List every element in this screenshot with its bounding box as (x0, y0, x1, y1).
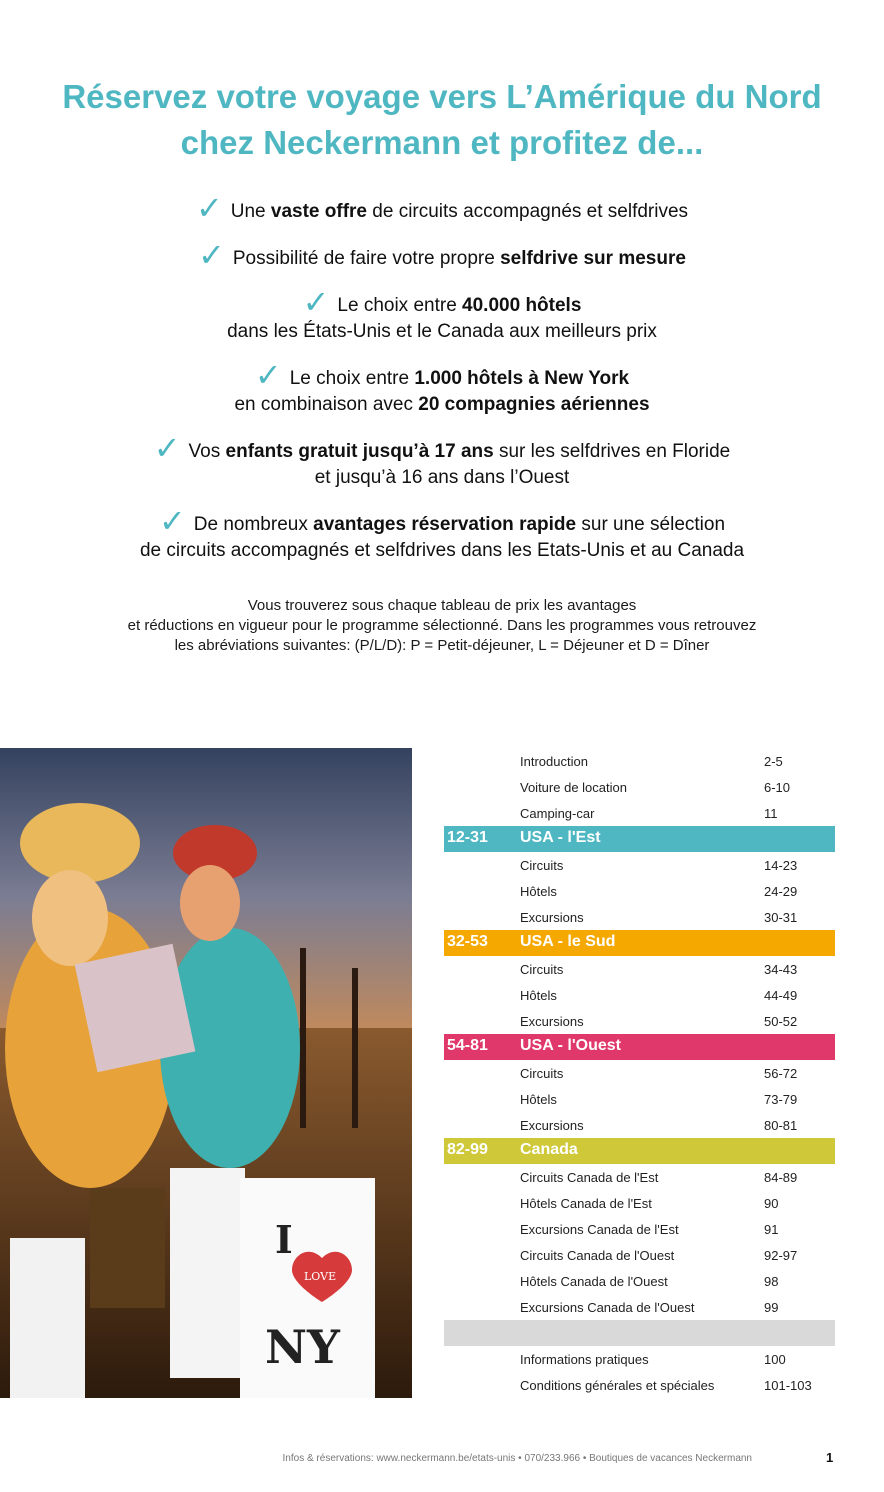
toc-label: Informations pratiques (520, 1352, 649, 1367)
benefit-text: sur une sélection (576, 514, 726, 535)
toc-section-header (444, 930, 835, 956)
toc-row (444, 1294, 835, 1320)
bag-word-ny: NY (265, 1320, 340, 1374)
toc-row (444, 1216, 835, 1242)
bag-letter-i: I (275, 1217, 293, 1262)
toc-section-label: Canada (520, 1141, 578, 1158)
toc-label: Excursions Canada de l'Ouest (520, 1300, 695, 1315)
benefit-highlight: 40.000 hôtels (462, 295, 582, 316)
white-bag-middle (170, 1168, 245, 1378)
toc-pages: 34-43 (764, 962, 798, 977)
toc-row (444, 748, 835, 774)
white-bag-left (10, 1238, 85, 1398)
toc-row (444, 1346, 835, 1372)
toc-label: Hôtels Canada de l'Ouest (520, 1274, 668, 1289)
toc-label: Introduction (520, 754, 588, 769)
toc-row (444, 956, 835, 982)
toc-pages: 92-97 (764, 1248, 798, 1263)
toc-label: Excursions (520, 1014, 584, 1029)
toc-row (444, 1086, 835, 1112)
benefit-text: Le choix entre (289, 368, 415, 389)
benefit-highlight: 1.000 hôtels à New York (414, 368, 630, 389)
toc-label: Voiture de location (520, 780, 627, 795)
bag-word-love: LOVE (304, 1270, 337, 1283)
toc-label: Hôtels Canada de l'Est (520, 1196, 652, 1211)
note-line-2: et réductions en vigueur pour le programme sélectionné. Dans les programmes vous retrouvez (127, 617, 757, 634)
toc-row (444, 1268, 835, 1294)
photo-illustration (0, 748, 412, 1398)
toc-pages: 91 (764, 1222, 779, 1237)
benefit-text: et jusqu’à 16 ans dans l’Ouest (314, 467, 570, 488)
toc-section-range: 54-81 (447, 1037, 488, 1054)
toc-label: Circuits Canada de l'Ouest (520, 1248, 675, 1263)
benefit-text: sur les selfdrives en Floride (493, 441, 731, 462)
benefit-text: de circuits accompagnés et selfdrives dans les Etats-Unis et au Canada (139, 540, 745, 561)
toc-row (444, 774, 835, 800)
toc-pages: 99 (764, 1300, 779, 1315)
toc-section-range: 12-31 (447, 829, 488, 846)
toc-row (444, 1008, 835, 1034)
toc-pages: 100 (764, 1352, 786, 1367)
toc-row (444, 852, 835, 878)
benefit-line (0, 503, 884, 539)
benefit-line (0, 190, 884, 226)
toc-label: Circuits (520, 1066, 564, 1081)
check-icon: ✓ (158, 503, 186, 539)
title-line-2: chez Neckermann et profitez de... (180, 124, 704, 161)
toc-pages: 101-103 (764, 1378, 812, 1393)
toc-label: Camping-car (520, 806, 595, 821)
toc-row (444, 904, 835, 930)
toc-section-label: USA - l'Est (520, 829, 601, 846)
toc-pages: 30-31 (764, 910, 798, 925)
toc-pages: 11 (764, 806, 778, 821)
toc-label: Hôtels (520, 884, 557, 899)
benefit-text: Possibilité de faire votre propre (232, 248, 501, 269)
benefit-text: dans les États-Unis et le Canada aux meilleurs prix (227, 321, 657, 342)
check-icon: ✓ (195, 190, 223, 226)
toc-row (444, 800, 835, 826)
lamp-post-1 (300, 948, 306, 1128)
toc-row (444, 1190, 835, 1216)
benefit-item (0, 430, 884, 491)
woman-left-hat (20, 803, 140, 883)
brown-handbag (90, 1188, 165, 1308)
toc-label: Circuits (520, 858, 564, 873)
benefit-highlight: selfdrive sur mesure (500, 248, 686, 269)
check-icon: ✓ (302, 284, 330, 320)
benefit-text: De nombreux (193, 514, 314, 535)
benefit-line (0, 284, 884, 320)
benefit-highlight: 20 compagnies aériennes (418, 394, 650, 415)
toc-label: Hôtels (520, 988, 557, 1003)
woman-right-face (180, 865, 240, 941)
toc-row (444, 878, 835, 904)
table-of-contents (444, 748, 835, 1398)
benefit-text: Le choix entre (337, 295, 463, 316)
benefit-text: de circuits accompagnés et selfdrives (367, 201, 689, 222)
benefit-item (0, 284, 884, 345)
page-title (0, 74, 884, 166)
note-line-3: les abréviations suivantes: (P/L/D): P = Petit-déjeuner, L = Déjeuner et D = Dîner (174, 637, 710, 654)
toc-row (444, 982, 835, 1008)
benefit-text: en combinaison avec (234, 394, 419, 415)
benefit-item (0, 237, 884, 273)
toc-section-range: 32-53 (447, 933, 488, 950)
shopping-photo (0, 748, 412, 1398)
benefit-line (0, 237, 884, 273)
toc-pages: 73-79 (764, 1092, 798, 1107)
toc-row (444, 1242, 835, 1268)
lamp-post-2 (352, 968, 358, 1128)
toc-section-label: USA - l'Ouest (520, 1037, 621, 1054)
toc-section-header (444, 826, 835, 852)
toc-label: Excursions (520, 910, 584, 925)
toc-pages: 50-52 (764, 1014, 798, 1029)
price-note (0, 596, 884, 656)
toc-pages: 56-72 (764, 1066, 798, 1081)
toc-pages: 14-23 (764, 858, 798, 873)
benefits-list (0, 190, 884, 584)
toc-separator (444, 1320, 835, 1346)
benefit-item (0, 190, 884, 226)
toc-label: Circuits (520, 962, 564, 977)
toc-label: Circuits Canada de l'Est (520, 1170, 659, 1185)
benefit-item (0, 357, 884, 418)
toc-label: Excursions (520, 1118, 584, 1133)
benefit-line (0, 538, 884, 564)
check-icon: ✓ (198, 237, 225, 273)
benefit-line (0, 319, 884, 345)
toc-section-label: USA - le Sud (520, 933, 616, 950)
benefit-highlight: avantages réservation rapide (313, 514, 577, 535)
benefit-line (0, 357, 884, 393)
toc-pages: 90 (764, 1196, 779, 1211)
toc-label: Excursions Canada de l'Est (520, 1222, 679, 1237)
toc-pages: 80-81 (764, 1118, 798, 1133)
benefit-line (0, 465, 884, 491)
toc-label: Hôtels (520, 1092, 557, 1107)
note-line-1: Vous trouverez sous chaque tableau de prix les avantages (247, 597, 637, 614)
benefit-item (0, 503, 884, 564)
benefit-line (0, 392, 884, 418)
benefit-line (0, 430, 884, 466)
toc-section-header (444, 1034, 835, 1060)
toc-pages: 6-10 (764, 780, 791, 795)
page-number: 1 (826, 1450, 834, 1465)
toc-row (444, 1372, 835, 1398)
toc-row (444, 1060, 835, 1086)
title-line-1: Réservez votre voyage vers L’Amérique du Nord (62, 78, 822, 115)
toc-pages: 84-89 (764, 1170, 798, 1185)
check-icon: ✓ (153, 430, 181, 466)
footer-contact: Infos & réservations: www.neckermann.be/etats-unis • 070/233.966 • Boutiques de vacances Neckermann (282, 1453, 752, 1464)
toc-section-range: 82-99 (447, 1141, 488, 1158)
toc-pages: 98 (764, 1274, 779, 1289)
toc-pages: 44-49 (764, 988, 798, 1003)
benefit-highlight: enfants gratuit jusqu’à 17 ans (225, 441, 494, 462)
check-icon: ✓ (254, 357, 282, 393)
benefit-highlight: vaste offre (270, 201, 367, 222)
benefit-text: Vos (188, 441, 226, 462)
toc-row (444, 1164, 835, 1190)
woman-left-face (32, 870, 108, 966)
toc-pages: 2-5 (764, 754, 783, 769)
toc-pages: 24-29 (764, 884, 798, 899)
toc-section-header (444, 1138, 835, 1164)
benefit-text: Une (230, 201, 271, 222)
toc-row (444, 1112, 835, 1138)
toc-label: Conditions générales et spéciales (520, 1378, 715, 1393)
